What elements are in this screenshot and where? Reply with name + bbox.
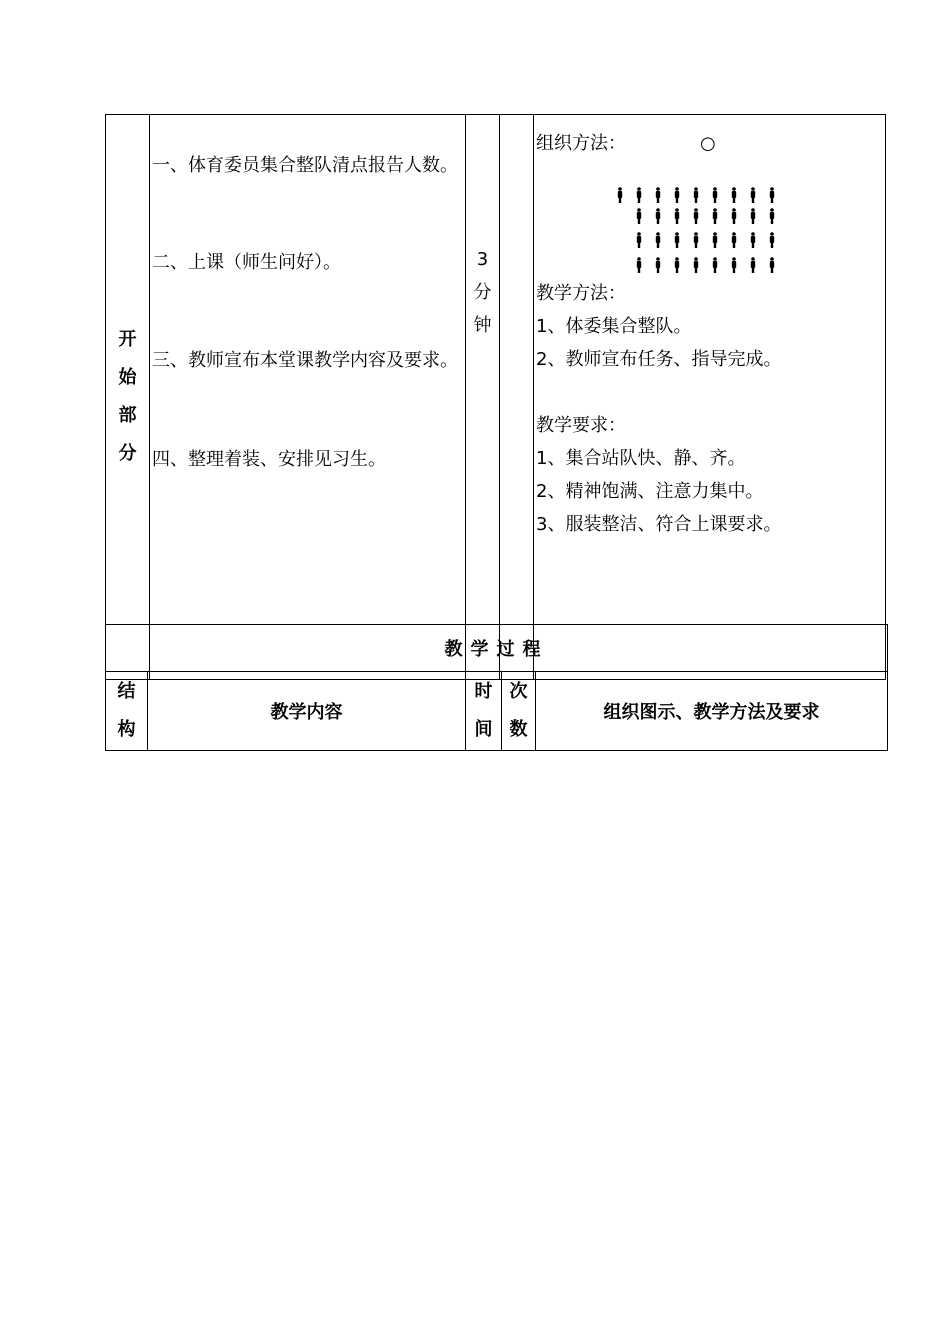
header-count-char: 数 <box>509 719 528 740</box>
section-label-char: 部 <box>118 405 137 426</box>
student-icon <box>751 257 755 273</box>
teacher-marker: ○ <box>700 133 716 154</box>
count-cell <box>500 115 534 680</box>
requirement-item: 1、集合站队快、静、齐。 <box>536 448 746 469</box>
student-icon <box>732 208 736 224</box>
header-structure <box>106 672 148 751</box>
student-icon <box>751 232 755 248</box>
student-icon <box>637 187 641 203</box>
header-structure-char: 结 <box>117 681 136 702</box>
student-icon <box>713 187 717 203</box>
student-icon <box>732 232 736 248</box>
header-time-char: 时 <box>474 681 493 702</box>
student-icon <box>770 208 774 224</box>
student-icon <box>675 187 679 203</box>
method-item: 2、教师宣布任务、指导完成。 <box>536 349 782 370</box>
time-char: 3 <box>476 249 489 270</box>
section-label-char: 始 <box>118 367 137 388</box>
student-formation-diagram <box>534 115 886 285</box>
requirement-label: 教学要求： <box>536 415 626 436</box>
requirement-item: 2、精神饱满、注意力集中。 <box>536 481 764 502</box>
section-label-cell <box>106 115 150 680</box>
student-icon <box>656 187 660 203</box>
student-icon <box>637 208 641 224</box>
student-icon <box>675 208 679 224</box>
student-icon <box>770 257 774 273</box>
content-cell <box>150 115 466 680</box>
process-title: 教学过程 <box>106 625 888 672</box>
student-icon <box>694 208 698 224</box>
student-icon <box>675 232 679 248</box>
time-char: 钟 <box>473 315 492 336</box>
student-icon <box>694 232 698 248</box>
content-item: 四、整理着装、安排见习生。 <box>152 449 386 470</box>
opening-section-table <box>105 114 886 680</box>
student-icon <box>732 187 736 203</box>
student-icon <box>713 232 717 248</box>
student-icon <box>713 208 717 224</box>
header-count <box>502 672 536 751</box>
header-time <box>466 672 502 751</box>
student-icon <box>751 187 755 203</box>
requirement-item: 3、服装整洁、符合上课要求。 <box>536 514 782 535</box>
student-icon <box>770 187 774 203</box>
method-label: 教学方法： <box>536 283 626 304</box>
time-cell <box>466 115 500 680</box>
method-cell <box>534 115 886 680</box>
student-icon <box>694 187 698 203</box>
content-item: 一、体育委员集合整队清点报告人数。 <box>152 155 458 176</box>
student-icon <box>751 208 755 224</box>
header-count-char: 次 <box>509 681 528 702</box>
header-structure-char: 构 <box>117 719 136 740</box>
header-methods: 组织图示、教学方法及要求 <box>536 672 888 751</box>
content-item: 二、上课（师生问好）。 <box>152 252 341 273</box>
header-time-char: 间 <box>474 719 493 740</box>
student-icon <box>732 257 736 273</box>
student-icon <box>770 232 774 248</box>
student-icon <box>656 232 660 248</box>
student-icon <box>637 257 641 273</box>
organization-label: 组织方法： <box>536 133 626 154</box>
header-content: 教学内容 <box>148 672 466 751</box>
teaching-process-table <box>105 624 888 751</box>
student-icon <box>618 187 622 203</box>
time-char: 分 <box>473 282 492 303</box>
section-label-char: 分 <box>118 443 137 464</box>
student-icon <box>656 257 660 273</box>
method-item: 1、体委集合整队。 <box>536 316 692 337</box>
content-item: 三、教师宣布本堂课教学内容及要求。 <box>152 350 458 371</box>
student-icon <box>656 208 660 224</box>
student-icon <box>694 257 698 273</box>
student-icon <box>713 257 717 273</box>
section-label-char: 开 <box>118 329 137 350</box>
student-icon <box>637 232 641 248</box>
student-icon <box>675 257 679 273</box>
